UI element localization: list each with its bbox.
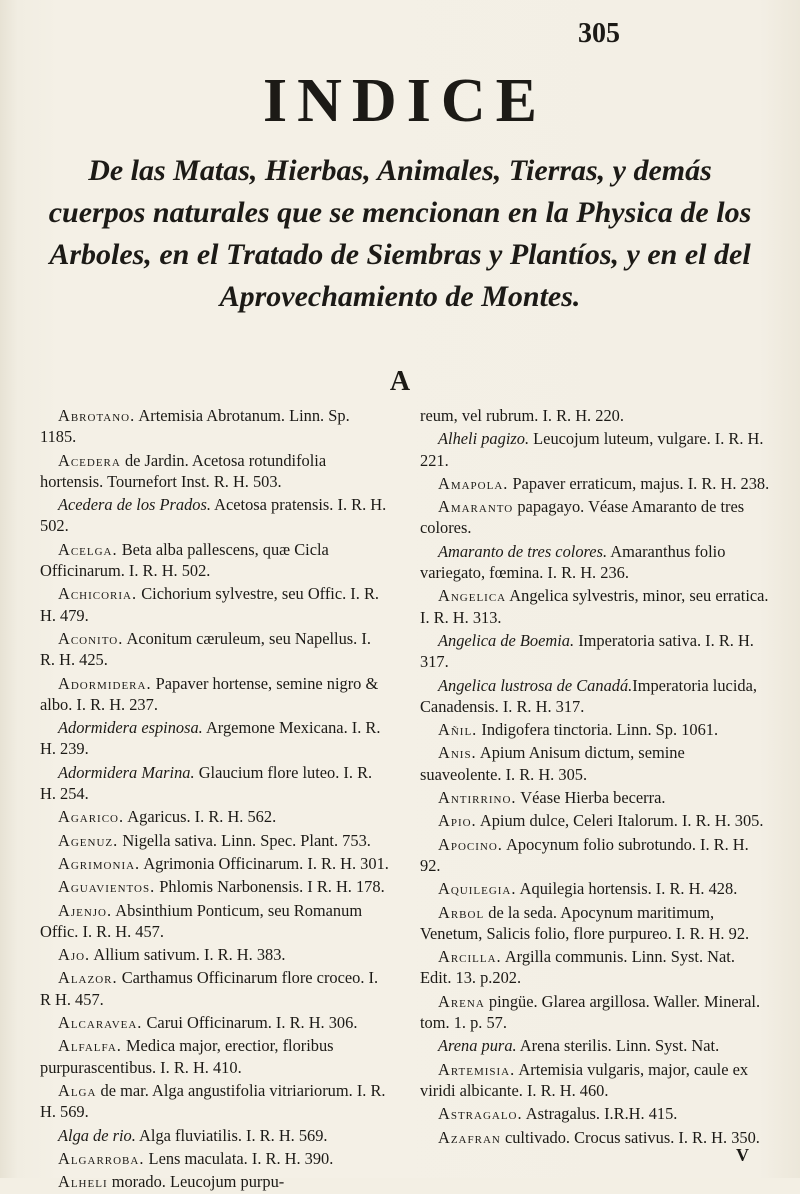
entry-headword: Arena [438, 991, 485, 1011]
entry-headword: Acedera [58, 450, 121, 470]
index-entry [420, 1059, 770, 1102]
page-number: 305 [578, 18, 620, 49]
index-entry [40, 1148, 390, 1169]
entry-text: Lens maculata. I. R. H. 390. [144, 1148, 334, 1168]
entry-headword: Acelga. [58, 539, 118, 559]
catchword: V [736, 1145, 749, 1165]
entry-text: Cichorium sylvestre, seu Offic. I. R. H. 479. [40, 584, 379, 625]
index-entry [40, 762, 390, 805]
index-entry [40, 539, 390, 582]
page-title: INDICE [263, 67, 547, 135]
index-entry [420, 585, 770, 628]
index-entry [40, 1035, 390, 1078]
index-entry [420, 1103, 770, 1124]
entry-headword: Añil. [438, 720, 478, 740]
index-entry [40, 405, 390, 448]
entry-text: Apium dulce, Celeri Italorum. I. R. H. 305. [476, 811, 764, 831]
entry-text: Argilla communis. Linn. Syst. Nat. Edit. 13. p.202. [420, 947, 735, 988]
entry-text: Leucojum luteum, vulgare. I. R. H. 221. [420, 429, 764, 470]
entry-text: Argemone Mexicana. I. R. H. 239. [40, 718, 381, 759]
index-entry [40, 717, 390, 760]
entry-text: Glaucium flore luteo. I. R. H. 254. [40, 762, 373, 804]
entry-italic-name: Adormidera Marina. [58, 762, 195, 782]
entry-text: Phlomis Narbonensis. I R. H. 178. [155, 877, 385, 897]
entry-headword: Antirrino. [438, 788, 517, 808]
entry-text: Nigella sativa. Linn. Spec. Plant. 753. [118, 830, 371, 850]
index-entry [420, 787, 770, 808]
entry-italic-name: Alga de rio. [58, 1125, 136, 1145]
entry-italic-name: Angelica de Boemia. [438, 630, 575, 650]
entry-headword: Arbol [438, 902, 485, 922]
entry-text: Imperatoria sativa. I. R. H. 317. [420, 630, 754, 672]
entry-headword: Agrimonia. [58, 853, 141, 873]
entry-headword: Achicoria. [58, 584, 138, 604]
entry-headword: Alga [58, 1080, 97, 1100]
entry-text: Agaricus. I. R. H. 562. [124, 807, 277, 827]
entry-headword: Angelica [438, 586, 507, 606]
entry-italic-name: Adormidera espinosa. [58, 718, 203, 738]
entry-headword: Arcilla. [438, 947, 502, 967]
entry-headword: Aquilegia. [438, 879, 517, 899]
index-entry [420, 428, 770, 471]
page-subtitle: De las Matas, Hierbas, Animales, Tierras, y demás cuerpos naturales que se mencionan en la Physica de los Arboles, en el Tratado de Siembras y Plantíos, y en el del Aprovechamiento de Montes. [48, 154, 752, 313]
index-entry [40, 628, 390, 671]
entry-text: Alga fluviatilis. I. R. H. 569. [135, 1125, 328, 1145]
entry-text: Absinthium Ponticum, seu Romanum Offic. I. R. H. 457. [40, 900, 363, 941]
entry-text: Apocynum folio subrotundo. I. R. H. 92. [420, 834, 749, 875]
section-letter: A [389, 366, 411, 397]
entry-headword: Artemisia. [438, 1059, 516, 1079]
entry-text: Artemisia vulgaris, major, caule ex viridi albicante. I. R. H. 460. [420, 1059, 749, 1100]
index-entry [40, 1080, 390, 1123]
entry-headword: Aguavientos. [58, 877, 156, 897]
entry-text: cultivado. Crocus sativus. I. R. H. 350. [500, 1127, 760, 1147]
index-entry [40, 673, 390, 716]
entry-headword: Apio. [438, 811, 477, 831]
index-entry [40, 944, 390, 965]
entry-italic-name: Alheli pagizo. [438, 429, 530, 449]
entry-text: Medica major, erectior, floribus purpurascentibus. I. R. H. 410. [40, 1036, 334, 1077]
index-entry [420, 541, 770, 584]
entry-text: Agrimonia Officinarum. I. R. H. 301. [140, 853, 389, 873]
entry-text: Angelica sylvestris, minor, seu erratica. I. R. H. 313. [420, 586, 769, 627]
entry-headword: Agarico. [58, 807, 125, 827]
entry-headword: Alfalfa. [58, 1036, 122, 1056]
entry-headword: Agenuz. [58, 830, 119, 850]
entry-text: papagayo. Véase Amaranto de tres colores. [420, 497, 745, 538]
index-entry [420, 991, 770, 1034]
entry-text: Beta alba pallescens, quæ Cicla Officinarum. I. R. H. 502. [40, 539, 329, 581]
index-entry [40, 876, 390, 897]
entry-headword: Adormidera. [58, 673, 152, 693]
index-entry [420, 902, 770, 945]
entry-italic-name: Arena pura. [438, 1036, 517, 1056]
index-entry [420, 1035, 770, 1056]
entry-text: Allium sativum. I. R. H. 383. [90, 945, 286, 965]
entry-headword: Amaranto [438, 497, 514, 517]
index-entry [420, 878, 770, 899]
entry-headword: Ajo. [58, 945, 91, 965]
index-entry [420, 946, 770, 989]
index-entry [420, 810, 770, 831]
index-entry [420, 473, 770, 494]
index-entry [40, 806, 390, 827]
entry-text: Arena sterilis. Linn. Syst. Nat. [516, 1036, 720, 1056]
entry-headword: Amapola. [438, 473, 509, 493]
entry-text: Aconitum cæruleum, seu Napellus. I. R. H. 425. [40, 628, 371, 670]
index-entry [40, 900, 390, 943]
index-entry [420, 1127, 770, 1148]
entry-text: pingüe. Glarea argillosa. Waller. Mineral. tom. 1. p. 57. [420, 991, 761, 1033]
index-entry [40, 853, 390, 874]
entry-headword: Abrotano. [58, 406, 136, 425]
entry-headword: Apocino. [438, 834, 503, 854]
entry-text: Astragalus. I.R.H. 415. [522, 1104, 678, 1124]
entry-italic-name: Angelica lustrosa de Canadá. [438, 675, 633, 695]
entry-text: Aquilegia hortensis. I. R. H. 428. [516, 879, 738, 899]
index-entry [40, 450, 390, 493]
index-entry [40, 830, 390, 851]
index-entry [420, 834, 770, 877]
entry-headword: Alheli [58, 1172, 108, 1192]
entry-headword: Aconito. [58, 628, 124, 648]
entry-headword: Algarroba. [58, 1148, 145, 1168]
index-entry [40, 967, 390, 1010]
entry-headword: Alcaravea. [58, 1013, 143, 1033]
index-entry [40, 1171, 390, 1192]
entry-text: Acetosa pratensis. I. R. H. 502. [40, 495, 387, 536]
entry-headword: Ajenjo. [58, 900, 113, 920]
entry-continuation: reum, vel rubrum. I. R. H. 220. [420, 406, 624, 425]
entry-italic-name: Acedera de los Prados. [58, 495, 211, 515]
index-entry [40, 494, 390, 537]
entry-text: Artemisia Abrotanum. Linn. Sp. 1185. [40, 406, 350, 447]
entry-text: Papaver hortense, semine nigro & albo. I. R. H. 237. [40, 673, 379, 714]
entry-headword: Anis. [438, 743, 477, 763]
entry-headword: Alazor. [58, 968, 118, 988]
index-entry [420, 630, 770, 673]
entry-text: Indigofera tinctoria. Linn. Sp. 1061. [477, 720, 719, 740]
index-entry [420, 405, 770, 426]
entry-text: Papaver erraticum, majus. I. R. H. 238. [508, 473, 770, 493]
entry-text: Imperatoria lucida, Canadensis. I. R. H. 317. [420, 675, 757, 716]
entry-text: de la seda. Apocynum maritimum, Venetum, Salicis folio, flore purpureo. I. R. H. 92. [420, 902, 750, 943]
index-entry [40, 583, 390, 626]
index-entry [40, 1012, 390, 1033]
entry-text: Amaranthus folio variegato, fœmina. I. R. H. 236. [420, 541, 726, 583]
index-entry [420, 496, 770, 539]
index-entry [40, 1125, 390, 1146]
entry-headword: Astragalo. [438, 1104, 523, 1124]
entry-text: Carthamus Officinarum flore croceo. I. R H. 457. [40, 968, 379, 1009]
index-entry [420, 742, 770, 785]
entry-text: Véase Hierba becerra. [516, 788, 666, 808]
index-entry [420, 719, 770, 740]
entry-text: Apium Anisum dictum, semine suaveolente. I. R. H. 305. [420, 743, 685, 784]
index-column-left [40, 405, 390, 1194]
entry-text: Carui Officinarum. I. R. H. 306. [142, 1013, 358, 1033]
index-column-right [420, 405, 770, 1150]
entry-text: morado. Leucojum purpu- [107, 1172, 285, 1192]
entry-italic-name: Amaranto de tres colores. [438, 541, 608, 561]
entry-text: de mar. Alga angustifolia vitriariorum. I. R. H. 569. [40, 1080, 386, 1122]
entry-text: de Jardin. Acetosa rotundifolia hortensis. Tournefort Inst. R. H. 503. [40, 450, 327, 491]
entry-headword: Azafran [438, 1127, 501, 1147]
index-entry [420, 675, 770, 718]
